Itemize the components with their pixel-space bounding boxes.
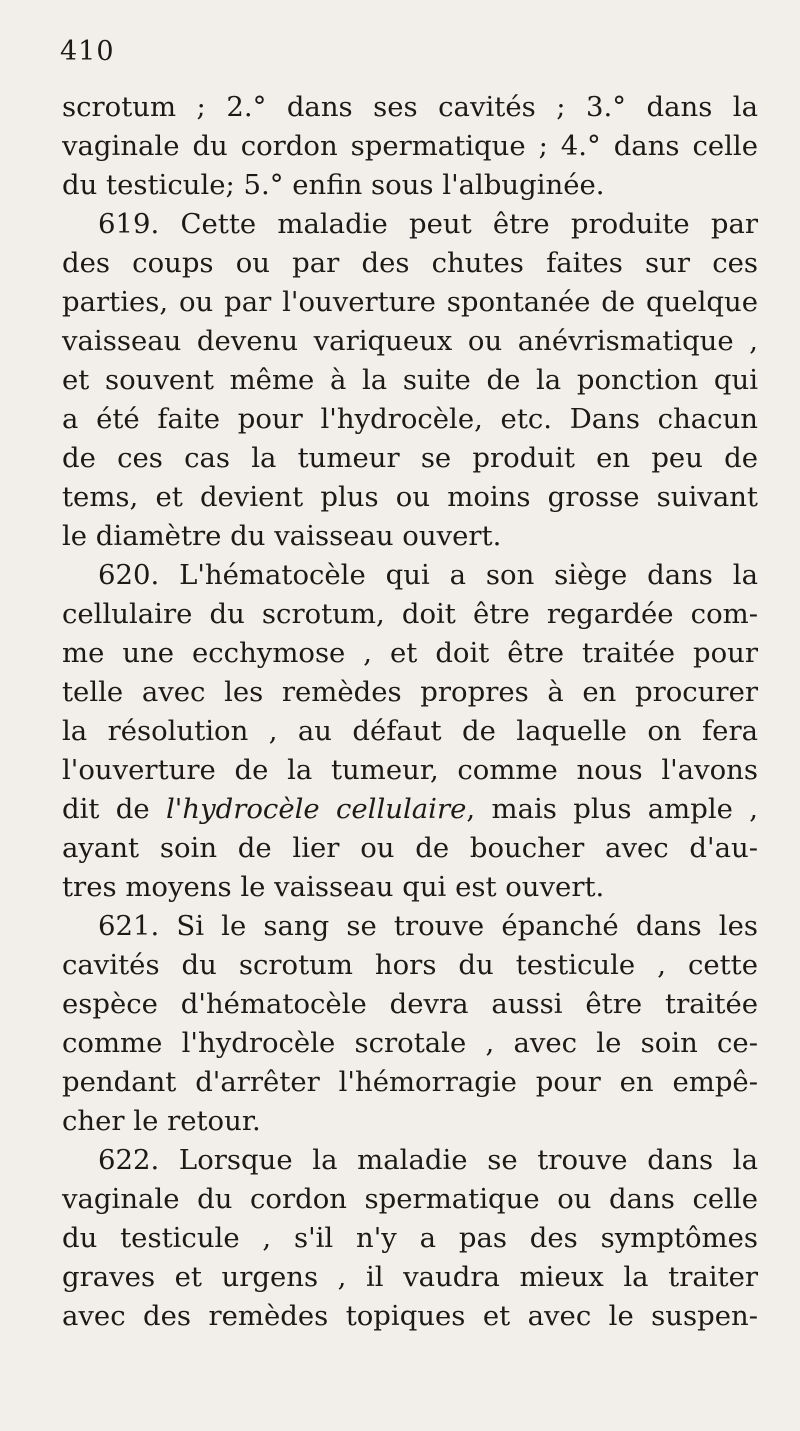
text-line: me une ecchymose , et doit être traitée pour xyxy=(62,637,758,669)
paragraph-622-start: 622. Lorsque la maladie se trouve dans la xyxy=(98,1144,758,1176)
text-line: du testicule , s'il n'y a pas des symptômes xyxy=(62,1222,758,1254)
text-line: du testicule; 5.° enfin sous l'albuginée. xyxy=(62,169,605,201)
text-line: vaisseau devenu variqueux ou anévrismatique , xyxy=(62,325,758,357)
body-text xyxy=(62,88,758,1336)
text-line: la résolution , au défaut de laquelle on fera xyxy=(62,715,758,747)
text-line: et souvent même à la suite de la ponction qui xyxy=(62,364,758,396)
text-line: vaginale du cordon spermatique ou dans celle xyxy=(62,1183,758,1215)
text-line: tems, et devient plus ou moins grosse suivant xyxy=(62,481,758,513)
text-line: espèce d'hématocèle devra aussi être traitée xyxy=(62,988,758,1020)
paragraph-621-start: 621. Si le sang se trouve épanché dans les xyxy=(98,910,758,942)
text-line: l'ouverture de la tumeur, comme nous l'avons xyxy=(62,754,758,786)
text-line: graves et urgens , il vaudra mieux la traiter xyxy=(62,1261,758,1293)
page-number: 410 xyxy=(60,36,115,67)
text-line: parties, ou par l'ouverture spontanée de quelque xyxy=(62,286,758,318)
text-line: avec des remèdes topiques et avec le suspen- xyxy=(62,1300,758,1332)
paragraph-620-start: 620. L'hématocèle qui a son siège dans la xyxy=(98,559,758,591)
text-line: a été faite pour l'hydrocèle, etc. Dans chacun xyxy=(62,403,758,435)
paragraph-619-start: 619. Cette maladie peut être produite par xyxy=(98,208,758,240)
text-line: de ces cas la tumeur se produit en peu de xyxy=(62,442,758,474)
italic-term: l'hydrocèle cellulaire xyxy=(166,793,467,825)
text-line: cher le retour. xyxy=(62,1105,261,1137)
text-line: comme l'hydrocèle scrotale , avec le soin ce- xyxy=(62,1027,758,1059)
text-line: vaginale du cordon spermatique ; 4.° dans celle xyxy=(62,130,758,162)
text-line: telle avec les remèdes propres à en procurer xyxy=(62,676,758,708)
text-line: cellulaire du scrotum, doit être regardée com- xyxy=(62,598,758,630)
text-line: scrotum ; 2.° dans ses cavités ; 3.° dans la xyxy=(62,91,758,123)
text-line: pendant d'arrêter l'hémorragie pour en empê- xyxy=(62,1066,758,1098)
text-segment: , mais plus ample , xyxy=(466,793,759,825)
text-line: des coups ou par des chutes faites sur ces xyxy=(62,247,758,279)
text-line: tres moyens le vaisseau qui est ouvert. xyxy=(62,871,605,903)
text-line-with-italic xyxy=(62,790,758,829)
text-line: le diamètre du vaisseau ouvert. xyxy=(62,520,502,552)
text-line: cavités du scrotum hors du testicule , cette xyxy=(62,949,758,981)
text-segment: dit de xyxy=(62,793,167,825)
text-line: ayant soin de lier ou de boucher avec d'au- xyxy=(62,832,758,864)
